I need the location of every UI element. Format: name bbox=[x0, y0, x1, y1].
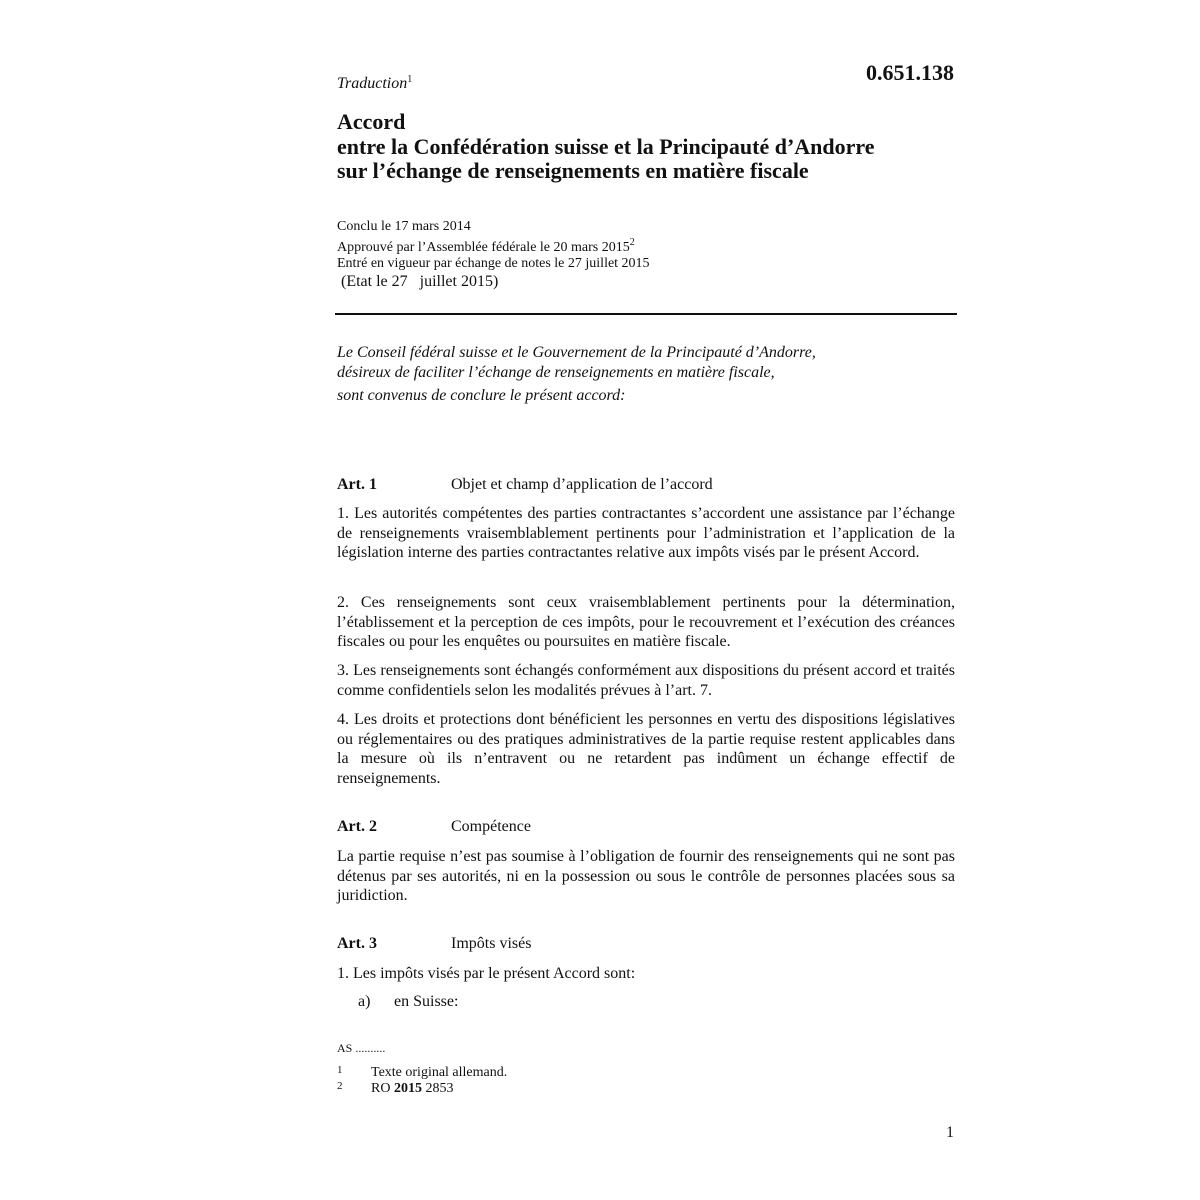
document-title bbox=[337, 110, 875, 184]
page-number: 1 bbox=[946, 1124, 954, 1141]
title-line-2: entre la Confédération suisse et la Principauté d’Andorre bbox=[337, 133, 875, 159]
article-number: Art. 2 bbox=[337, 818, 377, 835]
entry-into-force-date: Entré en vigueur par échange de notes le 27 juillet 2015 bbox=[337, 256, 650, 271]
article-title: Objet et champ d’application de l’accord bbox=[451, 476, 713, 493]
footnote-number: 1 bbox=[337, 1064, 343, 1076]
article-number: Art. 3 bbox=[337, 935, 377, 952]
article-number: Art. 1 bbox=[337, 476, 377, 493]
preamble bbox=[337, 343, 816, 406]
status-date: (Etat le 27 juillet 2015) bbox=[341, 273, 499, 290]
translation-label bbox=[337, 74, 412, 93]
footnote-2 bbox=[337, 1080, 453, 1097]
footnote-year: 2015 bbox=[393, 1081, 422, 1096]
footnote-text: Texte original allemand. bbox=[371, 1065, 508, 1080]
preamble-line-3: sont convenus de conclure le présent accord: bbox=[337, 387, 626, 404]
approved-date bbox=[337, 235, 650, 256]
article-1-para-4: 4. Les droits et protections dont bénéficient les personnes en vertu des dispositions législatives ou réglementaires ou des pratiques administratives de la partie requise restent applicables dans la mesure où ils n’entravent ou ne retardent pas indûment un échange effectif de renseignements. bbox=[337, 711, 955, 787]
footnote-ref-1[interactable]: 1 bbox=[407, 74, 413, 85]
item-text: en Suisse: bbox=[394, 993, 459, 1010]
article-3-heading bbox=[337, 935, 531, 953]
document-dates bbox=[337, 219, 650, 272]
footnote-1 bbox=[337, 1064, 507, 1081]
article-2-para-1: La partie requise n’est pas soumise à l’obligation de fournir des renseignements qui ne sont pas détenus par ses autorités, ni en la possession ou sous le contrôle de personnes placées sous sa juridiction. bbox=[337, 848, 955, 904]
article-title: Compétence bbox=[451, 818, 531, 835]
article-1-para-1: 1. Les autorités compétentes des parties contractantes s’accordent une assistance par l’échange de renseignements vraisemblablement pertinents pour l’administration et l’application de la législation interne des parties contractantes relative aux impôts visés par le présent Accord. bbox=[337, 505, 955, 561]
concluded-date: Conclu le 17 mars 2014 bbox=[337, 219, 471, 234]
footnote-ref-2[interactable]: 2 bbox=[629, 237, 635, 248]
title-line-1: Accord bbox=[337, 109, 406, 134]
article-1-para-2: 2. Ces renseignements sont ceux vraisemblablement pertinents pour la détermination, l’établissement et la perception de ces impôts, pour le recouvrement et l’exécution des créances fiscales ou pour les enquêtes ou poursuites en matière fiscale. bbox=[337, 594, 955, 650]
article-3-item-a bbox=[358, 993, 458, 1011]
article-3-para-1: 1. Les impôts visés par le présent Accord sont: bbox=[337, 965, 636, 982]
article-1-para-3: 3. Les renseignements sont échangés conformément aux dispositions du présent accord et traités comme confidentiels selon les modalités prévues à l’art. 7. bbox=[337, 662, 955, 699]
footnote-prefix: RO bbox=[371, 1081, 394, 1096]
preamble-line-2: désireux de faciliter l’échange de renseignements en matière fiscale, bbox=[337, 364, 775, 381]
article-2-heading bbox=[337, 818, 531, 836]
systematic-number: 0.651.138 bbox=[866, 60, 954, 85]
translation-text: Traduction bbox=[337, 75, 408, 92]
article-title: Impôts visés bbox=[451, 935, 532, 952]
footnote-number: 2 bbox=[337, 1080, 343, 1092]
approved-text: Approuvé par l’Assemblée fédérale le 20 mars 2015 bbox=[337, 240, 630, 255]
title-line-3: sur l’échange de renseignements en matière fiscale bbox=[337, 158, 809, 183]
header-divider bbox=[335, 313, 957, 315]
footnote-suffix: 2853 bbox=[421, 1081, 454, 1096]
item-label: a) bbox=[358, 993, 371, 1010]
preamble-line-1: Le Conseil fédéral suisse et le Gouvernement de la Principauté d’Andorre, bbox=[337, 344, 816, 361]
article-1-heading bbox=[337, 476, 713, 494]
document-page bbox=[337, 0, 958, 1200]
as-reference: AS .......... bbox=[337, 1041, 386, 1055]
